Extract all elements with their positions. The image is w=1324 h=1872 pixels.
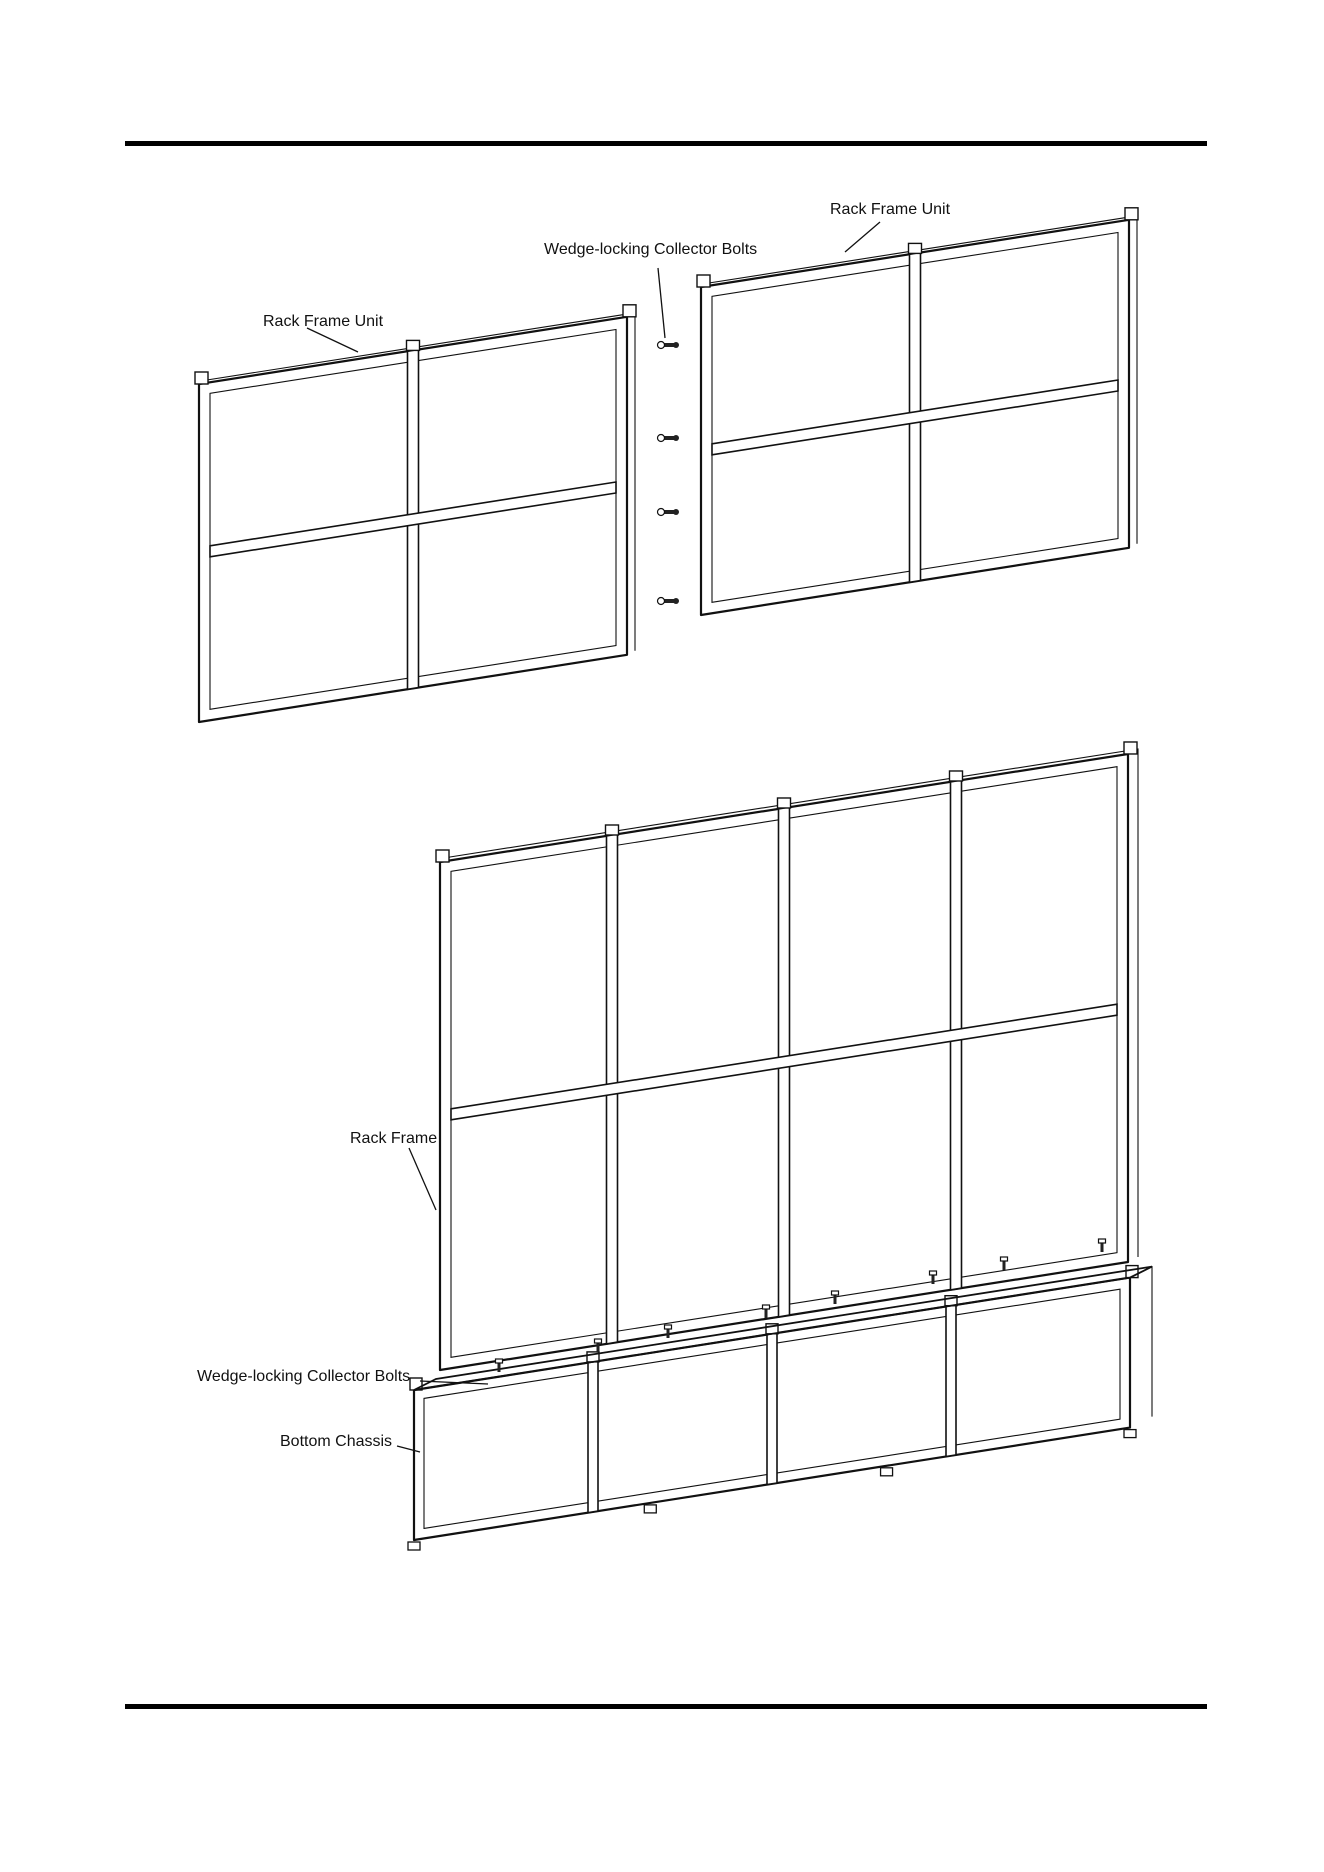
leader-rack-frame bbox=[409, 1148, 436, 1210]
frame-post-cap bbox=[778, 798, 791, 808]
leader-bottom-chassis bbox=[397, 1446, 420, 1452]
callout-collector-bolts-bottom: Wedge-locking Collector Bolts bbox=[197, 1368, 411, 1385]
callout-collector-bolts-top: Wedge-locking Collector Bolts bbox=[544, 241, 758, 258]
bolt-head bbox=[658, 342, 665, 349]
bolt-head bbox=[1099, 1239, 1106, 1243]
collector-bolt bbox=[658, 342, 680, 349]
exploded-view-figure bbox=[195, 201, 1138, 722]
collector-bolt bbox=[658, 509, 680, 516]
chassis-bolt bbox=[1001, 1257, 1008, 1270]
chassis-foot bbox=[408, 1542, 420, 1550]
chassis-bolt bbox=[665, 1325, 672, 1338]
frame-post-cap bbox=[606, 825, 619, 835]
bolt-head bbox=[832, 1291, 839, 1295]
callout-bottom-chassis: Bottom Chassis bbox=[280, 1433, 393, 1450]
assembled-view-figure bbox=[197, 742, 1152, 1550]
callout-rack-frame-unit-right: Rack Frame Unit bbox=[830, 201, 951, 218]
frame-vertical-bar bbox=[588, 1361, 598, 1513]
chassis-foot bbox=[1124, 1430, 1136, 1438]
frame-corner-cap bbox=[436, 850, 449, 862]
chassis-foot bbox=[644, 1505, 656, 1513]
frame-corner-cap bbox=[623, 305, 636, 317]
frame-post-cap bbox=[950, 771, 963, 781]
bolt-head bbox=[1001, 1257, 1008, 1261]
bolt-head bbox=[595, 1339, 602, 1343]
bolt-head bbox=[658, 598, 665, 605]
collector-bolts-group bbox=[658, 342, 680, 605]
chassis-bolt bbox=[1099, 1239, 1106, 1252]
bolt-head bbox=[658, 435, 665, 442]
bolt-tip bbox=[673, 509, 679, 515]
frame-post-cap bbox=[407, 340, 420, 350]
leader-left-unit bbox=[307, 328, 358, 352]
bolt-tip bbox=[673, 342, 679, 348]
bolt-head bbox=[496, 1359, 503, 1363]
callout-rack-frame: Rack Frame bbox=[350, 1130, 438, 1147]
bolt-head bbox=[763, 1305, 770, 1309]
frame-corner-cap bbox=[1124, 742, 1137, 754]
frame-corner-cap bbox=[1125, 208, 1138, 220]
collector-bolt bbox=[658, 598, 680, 605]
collector-bolt bbox=[658, 435, 680, 442]
leader-top-bolts bbox=[658, 268, 665, 338]
frame-corner-cap bbox=[195, 372, 208, 384]
bolt-head bbox=[658, 509, 665, 516]
frame-corner-cap bbox=[697, 275, 710, 287]
leader-right-unit bbox=[845, 222, 880, 252]
bolt-head bbox=[665, 1325, 672, 1329]
frame-post-cap bbox=[909, 243, 922, 253]
bolt-head bbox=[930, 1271, 937, 1275]
bolt-tip bbox=[673, 435, 679, 441]
frame-vertical-bar bbox=[767, 1333, 777, 1485]
rack-frame-assembled bbox=[436, 742, 1138, 1370]
frame-vertical-bar bbox=[946, 1305, 956, 1457]
rack-frame-unit-right bbox=[697, 208, 1138, 615]
bolt-tip bbox=[673, 598, 679, 604]
chassis-foot bbox=[881, 1468, 893, 1476]
rack-frame-unit-left bbox=[195, 305, 636, 722]
callout-rack-frame-unit-left: Rack Frame Unit bbox=[263, 313, 384, 330]
chassis-bolt bbox=[763, 1305, 770, 1318]
